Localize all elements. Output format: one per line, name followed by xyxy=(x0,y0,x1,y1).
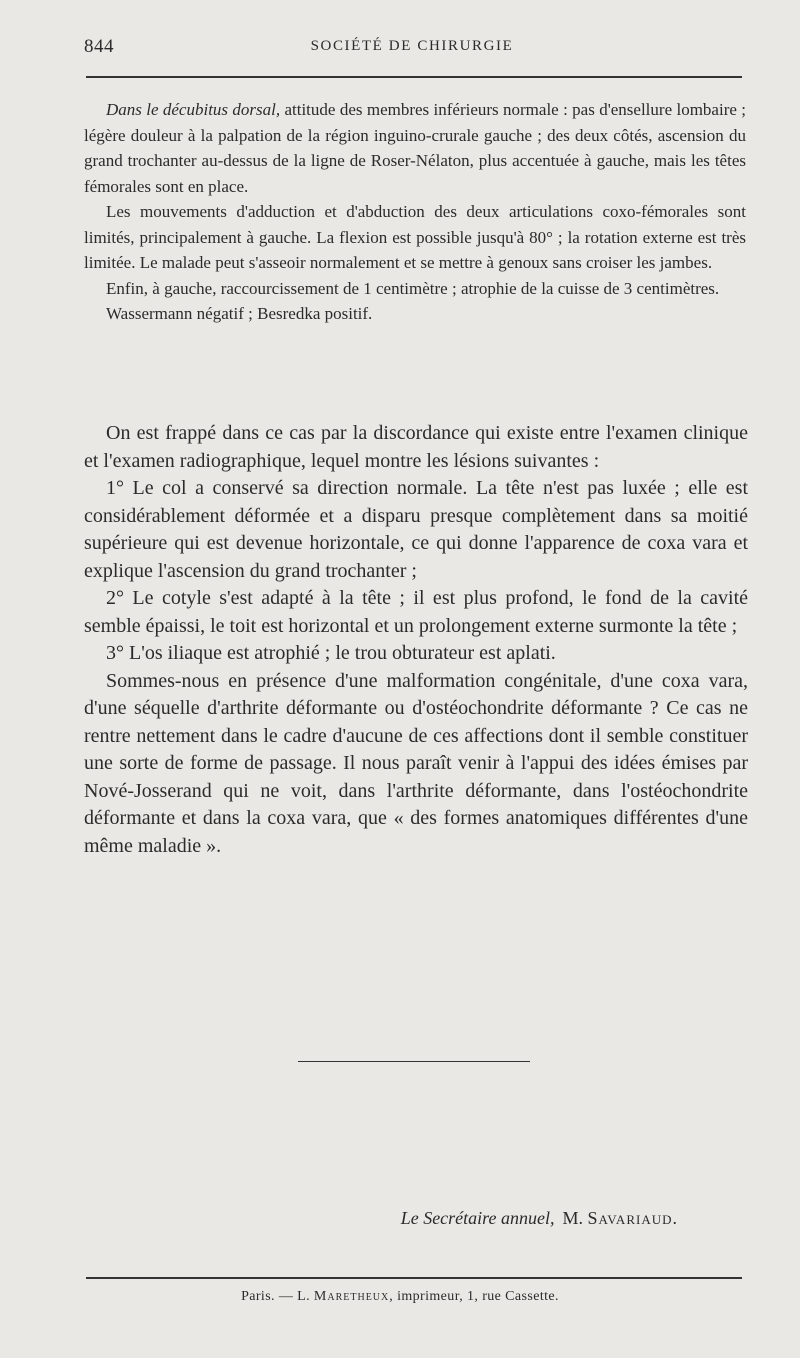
imprint-prefix: Paris. — L. xyxy=(241,1289,314,1304)
printer-name: Maretheux xyxy=(313,1289,390,1304)
discussion-paragraph: On est frappé dans ce cas par la discordance qui existe entre l'examen clinique et l'examen radiographique, lequel montre les lésions suivantes : xyxy=(84,422,748,472)
observation-text: attitude des membres inférieurs normale : pas d'ensellure lombaire ; légère douleur à la palpation de la région inguino-crurale gauche ; des deux côtés, ascension du grand trochanter au-dessus de la ligne de Roser-Nélaton, plus accentuée à gauche, mais les têtes fémorales sont en place. xyxy=(84,100,746,196)
lesion-item-2: 2° Le cotyle s'est adapté à la tête ; il est plus profond, le fond de la cavité semble épaissi, le toit est horizontal et un prolongement externe surmonte la tête ; xyxy=(84,587,748,637)
observation-paragraph: Enfin, à gauche, raccourcissement de 1 centimètre ; atrophie de la cuisse de 3 centimètres. xyxy=(106,278,720,298)
observation-section xyxy=(84,97,746,327)
decubitus-lead: Dans le décubitus dorsal, xyxy=(106,100,281,119)
observation-paragraph: Les mouvements d'adduction et d'abduction des deux articulations coxo-fémorales sont limités, principalement à gauche. La flexion est possible jusqu'à 80° ; la rotation externe est très limitée. Le malade peut s'asseoir normalement et se mettre à genoux sans croiser les jambes. xyxy=(84,202,746,272)
lesion-item-3: 3° L'os iliaque est atrophié ; le trou obturateur est aplati. xyxy=(106,642,556,664)
section-divider xyxy=(298,1061,530,1062)
discussion-paragraph: Sommes-nous en présence d'une malformation congénitale, d'une coxa vara, d'une séquelle d'arthrite déformante ou d'ostéochondrite déformante ? Ce cas ne rentre nettement dans le cadre d'aucune de ces affections dont il semble constituer une sorte de forme de passage. Il nous paraît venir à l'appui des idées émises par Nové-Josserand qui ne voit, dans l'arthrite déformante, dans l'ostéochondrite déformante et dans la coxa vara, que « des formes anatomiques différentes d'une même maladie ». xyxy=(84,669,748,857)
running-title: SOCIÉTÉ DE CHIRURGIE xyxy=(310,38,514,54)
signature-role: Le Secrétaire annuel, xyxy=(400,1208,555,1228)
signature xyxy=(401,1208,678,1229)
observation-paragraph: Wassermann négatif ; Besredka positif. xyxy=(106,304,373,323)
page-number: 844 xyxy=(84,36,114,57)
lesion-item-1: 1° Le col a conservé sa direction normale. La tête n'est pas luxée ; elle est considérablement déformée et a disparu presque complètement dans sa moitié supérieure qui est devenue horizontale, ce qui donne l'apparence de coxa vara et explique l'ascension du grand trochanter ; xyxy=(84,477,748,582)
signature-name: Savariaud. xyxy=(587,1208,678,1228)
footer-rule xyxy=(86,1277,742,1279)
discussion-section xyxy=(84,420,748,860)
printer-imprint xyxy=(0,1289,800,1305)
header-rule xyxy=(86,76,742,78)
signature-title: M. xyxy=(562,1208,583,1228)
imprint-suffix: , imprimeur, 1, rue Cassette. xyxy=(389,1289,559,1304)
running-head xyxy=(84,30,740,60)
observation-paragraph xyxy=(84,97,746,199)
